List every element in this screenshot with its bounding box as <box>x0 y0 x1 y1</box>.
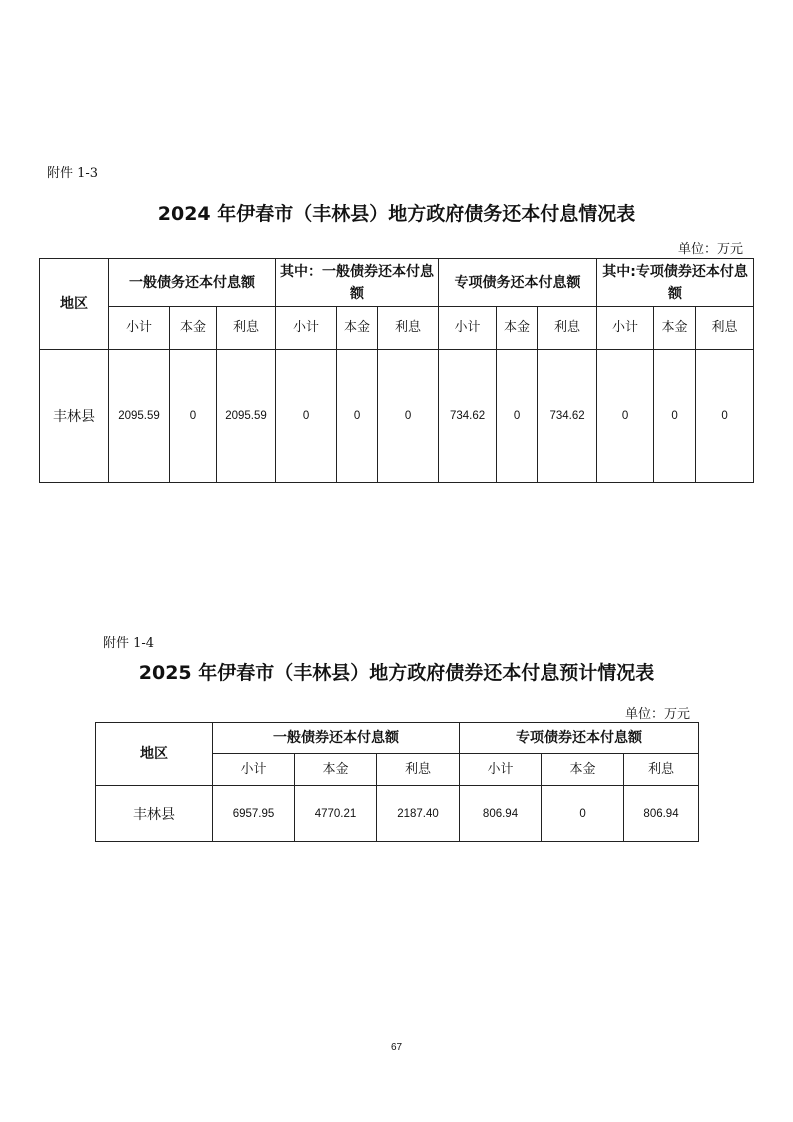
subheader-subtotal: 小计 <box>276 307 337 350</box>
cell-special-subtotal: 734.62 <box>439 350 497 483</box>
bond-table-2025 <box>95 722 699 842</box>
subheader-subtotal: 小计 <box>213 754 295 786</box>
cell-general-interest: 2187.40 <box>377 786 460 842</box>
cell-special-interest: 734.62 <box>538 350 597 483</box>
cell-sbond-principal: 0 <box>654 350 696 483</box>
row-region: 丰林县 <box>96 786 213 842</box>
header-special-debt: 专项债务还本付息额 <box>439 259 597 307</box>
cell-general-principal: 0 <box>170 350 217 483</box>
subheader-interest: 利息 <box>378 307 439 350</box>
subheader-subtotal: 小计 <box>460 754 542 786</box>
cell-gbond-principal: 0 <box>337 350 378 483</box>
header-special-bond: 专项债券还本付息额 <box>460 723 699 754</box>
table1-unit: 单位：万元 <box>677 242 743 257</box>
subheader-interest: 利息 <box>538 307 597 350</box>
subheader-interest: 利息 <box>377 754 460 786</box>
header-general-bond: 其中：一般债券还本付息额 <box>276 259 439 307</box>
subheader-principal: 本金 <box>497 307 538 350</box>
subheader-interest: 利息 <box>696 307 754 350</box>
header-special-bond: 其中:专项债券还本付息额 <box>597 259 754 307</box>
cell-special-interest: 806.94 <box>624 786 699 842</box>
subheader-principal: 本金 <box>337 307 378 350</box>
cell-general-subtotal: 6957.95 <box>213 786 295 842</box>
cell-sbond-subtotal: 0 <box>597 350 654 483</box>
cell-sbond-interest: 0 <box>696 350 754 483</box>
header-general-debt: 一般债务还本付息额 <box>109 259 276 307</box>
header-region: 地区 <box>96 723 213 786</box>
table2-title: 2025 年伊春市（丰林县）地方政府债券还本付息预计情况表 <box>138 662 655 684</box>
cell-general-principal: 4770.21 <box>295 786 377 842</box>
subheader-principal: 本金 <box>542 754 624 786</box>
table2-unit: 单位：万元 <box>624 707 690 722</box>
subheader-principal: 本金 <box>654 307 696 350</box>
page-number: 67 <box>390 1042 403 1053</box>
cell-special-principal: 0 <box>497 350 538 483</box>
subheader-interest: 利息 <box>217 307 276 350</box>
row-region: 丰林县 <box>40 350 109 483</box>
cell-general-subtotal: 2095.59 <box>109 350 170 483</box>
table1-title: 2024 年伊春市（丰林县）地方政府债务还本付息情况表 <box>157 203 636 225</box>
subheader-subtotal: 小计 <box>439 307 497 350</box>
cell-gbond-interest: 0 <box>378 350 439 483</box>
table-row <box>40 350 754 483</box>
debt-table-2024 <box>39 258 754 483</box>
subheader-subtotal: 小计 <box>109 307 170 350</box>
header-general-bond: 一般债券还本付息额 <box>213 723 460 754</box>
subheader-principal: 本金 <box>170 307 217 350</box>
cell-gbond-subtotal: 0 <box>276 350 337 483</box>
cell-general-interest: 2095.59 <box>217 350 276 483</box>
subheader-interest: 利息 <box>624 754 699 786</box>
header-region: 地区 <box>40 259 109 350</box>
cell-special-subtotal: 806.94 <box>460 786 542 842</box>
attachment-label-1: 附件 1-3 <box>47 166 99 181</box>
cell-special-principal: 0 <box>542 786 624 842</box>
attachment-label-2: 附件 1-4 <box>103 636 155 651</box>
subheader-principal: 本金 <box>295 754 377 786</box>
subheader-subtotal: 小计 <box>597 307 654 350</box>
table-row <box>96 786 699 842</box>
